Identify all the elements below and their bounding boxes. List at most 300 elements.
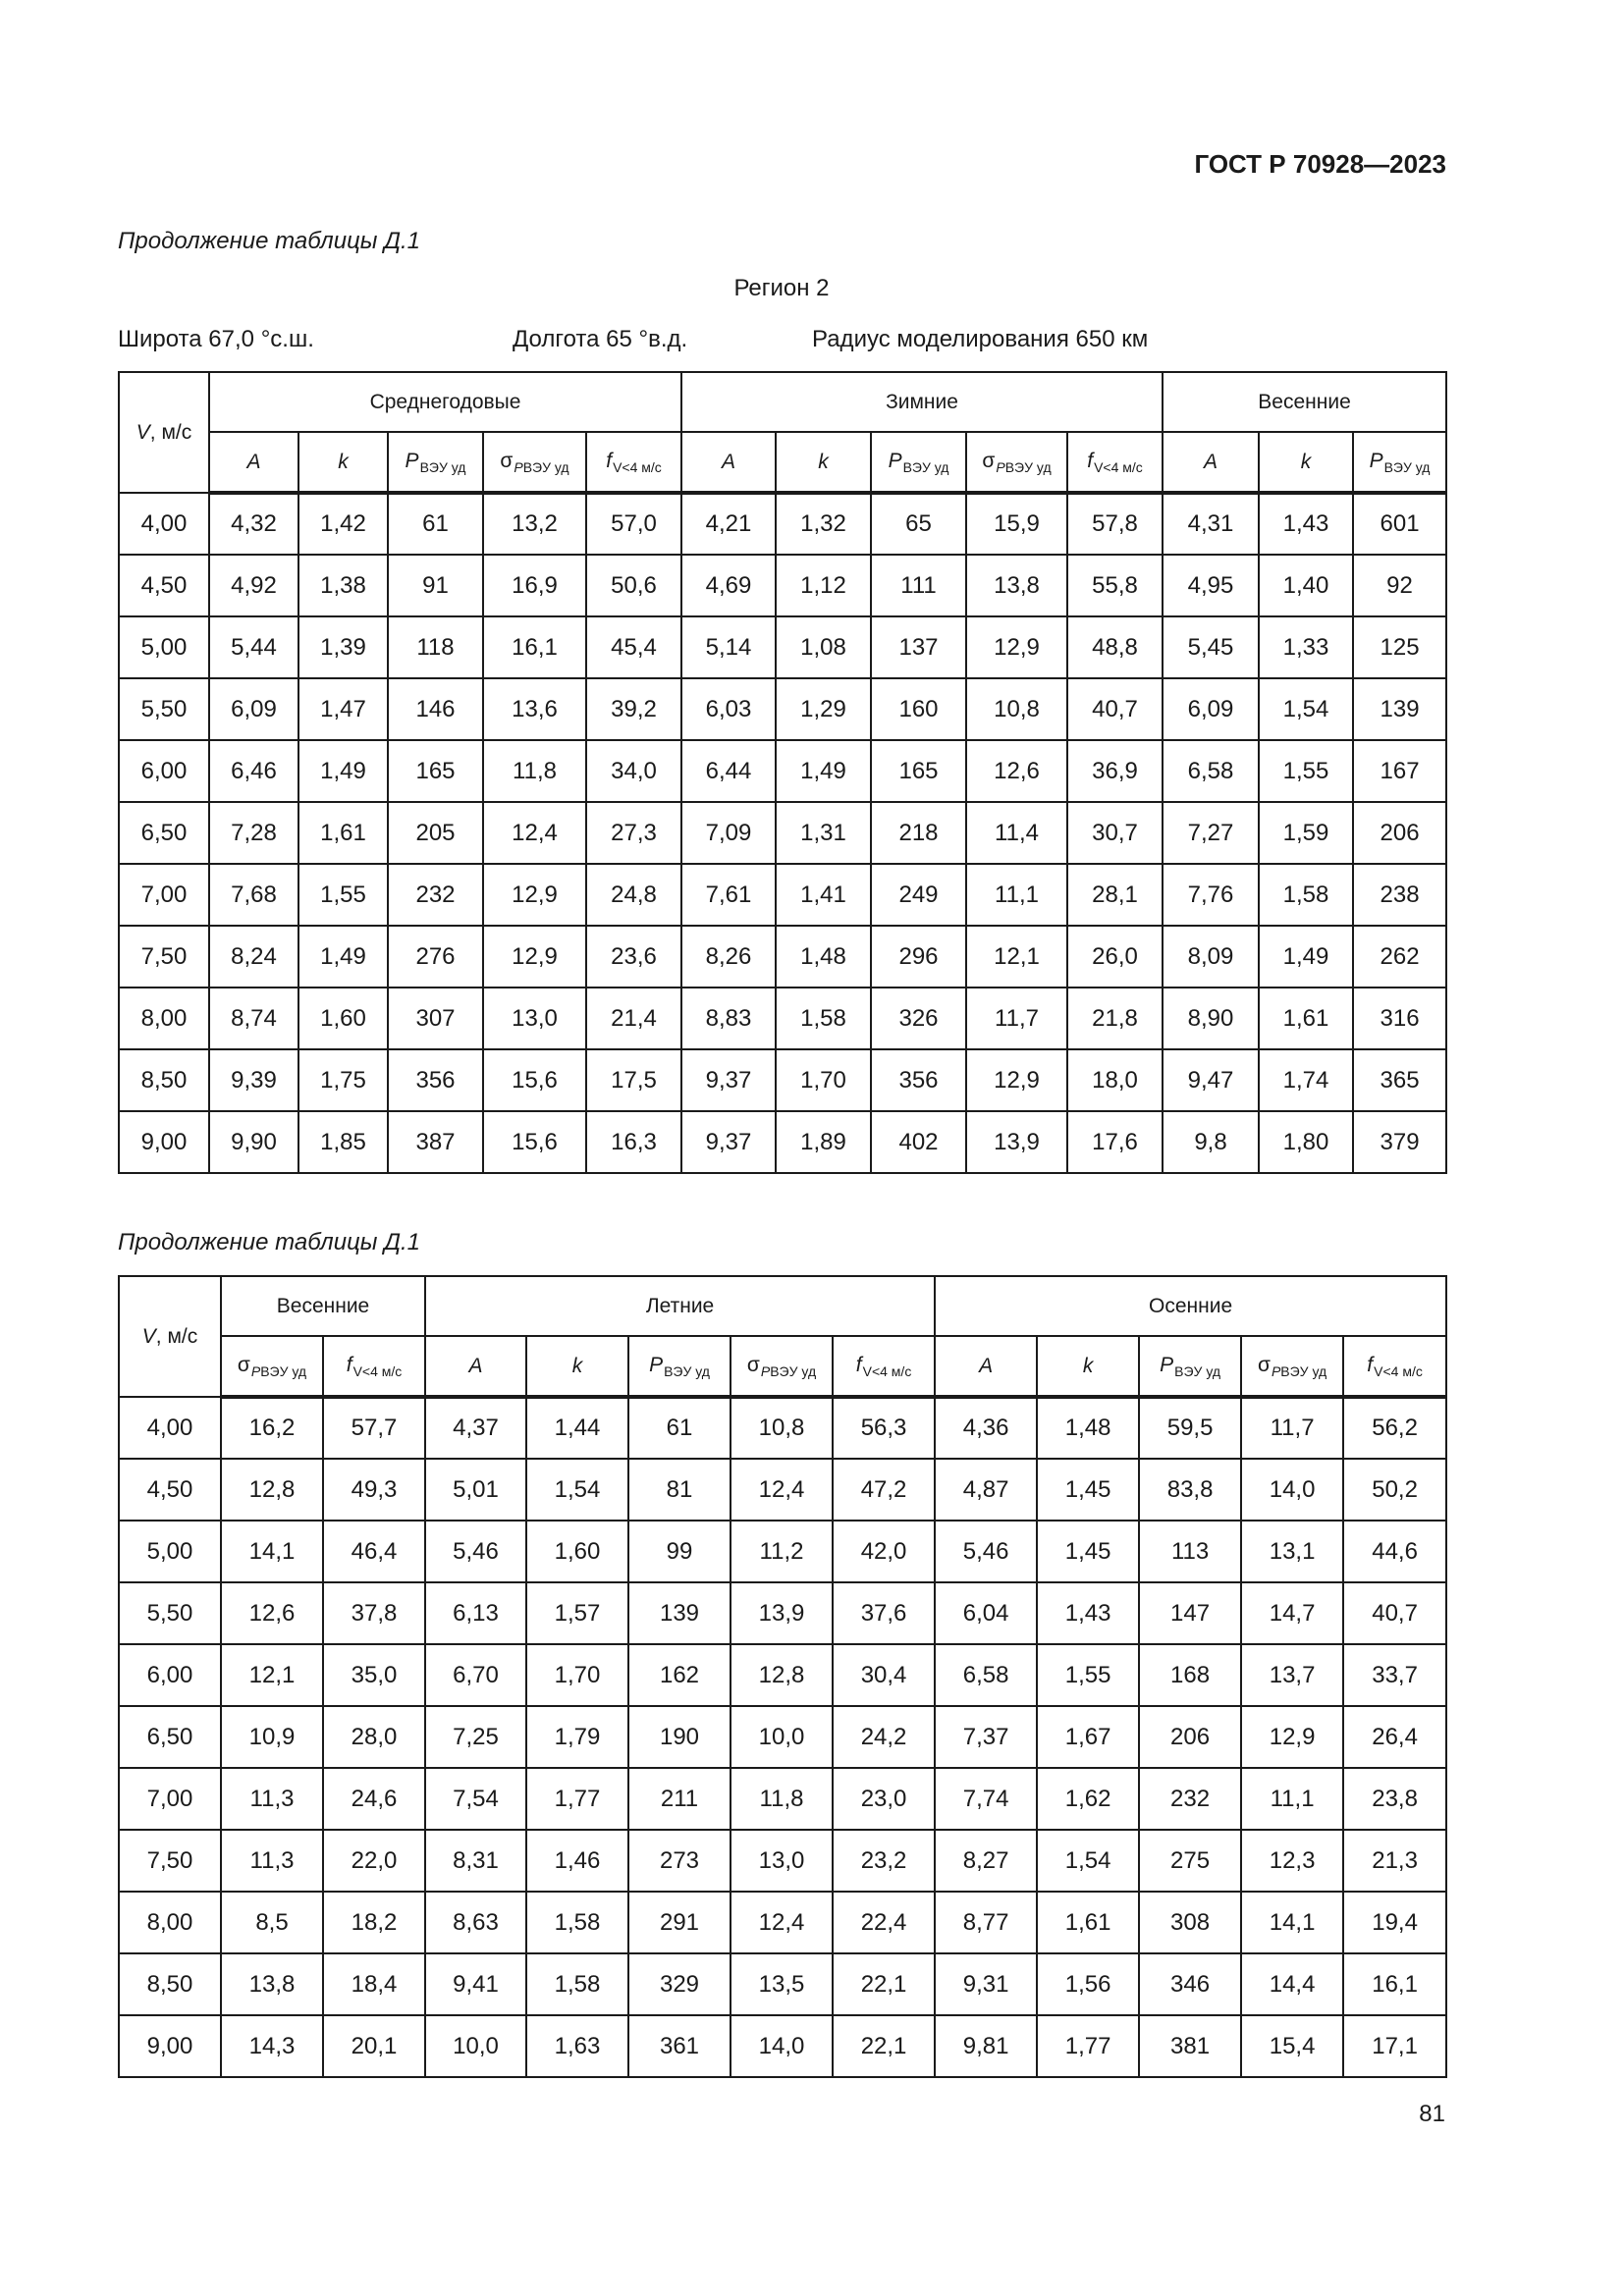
table-cell: 1,55 — [298, 864, 388, 926]
table-cell: 8,09 — [1163, 926, 1259, 988]
group-header: Осенние — [935, 1276, 1446, 1336]
table-cell: 12,4 — [731, 1459, 833, 1521]
data-table-1 — [118, 371, 1447, 1174]
speed-cell: 4,00 — [119, 493, 209, 555]
table-cell: 30,7 — [1067, 802, 1163, 864]
table-cell: 21,8 — [1067, 988, 1163, 1049]
header-p: $P_{ВЭУ уд}$ — [871, 432, 966, 493]
table-cell: 1,54 — [1259, 678, 1353, 740]
table-cell: 50,2 — [1343, 1459, 1446, 1521]
header-k: k — [298, 432, 388, 493]
table-cell: 47,2 — [833, 1459, 935, 1521]
header-f: $f_{V<4 м/с}$ — [323, 1336, 425, 1397]
table-cell: 9,81 — [935, 2015, 1037, 2077]
table-cell: 16,1 — [483, 616, 586, 678]
header-f: $f_{V<4 м/с}$ — [833, 1336, 935, 1397]
table-cell: 16,2 — [221, 1397, 323, 1459]
speed-cell: 6,50 — [119, 1706, 221, 1768]
longitude-label: Долгота 65 °в.д. — [513, 326, 688, 352]
table-cell: 165 — [388, 740, 483, 802]
table-cell: 22,1 — [833, 2015, 935, 2077]
table-cell: 273 — [628, 1830, 731, 1892]
table-cell: 4,92 — [209, 555, 298, 616]
table-row — [119, 1397, 1446, 1459]
header-sigma: $\sigma_{PВЭУ уд}$ — [221, 1336, 323, 1397]
table-cell: 9,90 — [209, 1111, 298, 1173]
table-cell: 24,6 — [323, 1768, 425, 1830]
table-cell: 1,85 — [298, 1111, 388, 1173]
header-p: $P_{ВЭУ уд}$ — [1353, 432, 1446, 493]
table-cell: 11,8 — [731, 1768, 833, 1830]
header-p: $P_{ВЭУ уд}$ — [1139, 1336, 1241, 1397]
table-cell: 22,0 — [323, 1830, 425, 1892]
header-sigma: $\sigma_{PВЭУ уд}$ — [731, 1336, 833, 1397]
speed-cell: 4,50 — [119, 1459, 221, 1521]
table-cell: 11,4 — [966, 802, 1067, 864]
table-cell: 1,31 — [776, 802, 871, 864]
table-cell: 307 — [388, 988, 483, 1049]
table-cell: 1,33 — [1259, 616, 1353, 678]
table-cell: 6,13 — [425, 1582, 526, 1644]
table-cell: 190 — [628, 1706, 731, 1768]
table-cell: 12,4 — [483, 802, 586, 864]
table-cell: 19,4 — [1343, 1892, 1446, 1953]
table-row — [119, 1830, 1446, 1892]
table-cell: 7,28 — [209, 802, 298, 864]
table-cell: 21,4 — [586, 988, 681, 1049]
table-cell: 28,0 — [323, 1706, 425, 1768]
table-cell: 13,6 — [483, 678, 586, 740]
table-cell: 7,76 — [1163, 864, 1259, 926]
table-cell: 1,70 — [526, 1644, 628, 1706]
table-cell: 9,37 — [681, 1111, 776, 1173]
table-cell: 249 — [871, 864, 966, 926]
speed-cell: 6,50 — [119, 802, 209, 864]
table-cell: 1,29 — [776, 678, 871, 740]
table-cell: 1,60 — [298, 988, 388, 1049]
table-cell: 167 — [1353, 740, 1446, 802]
table-cell: 14,4 — [1241, 1953, 1343, 2015]
speed-cell: 7,50 — [119, 1830, 221, 1892]
header-a: A — [1163, 432, 1259, 493]
table-cell: 1,39 — [298, 616, 388, 678]
header-f: $f_{V<4 м/с}$ — [586, 432, 681, 493]
header-a: A — [425, 1336, 526, 1397]
table-cell: 1,77 — [1037, 2015, 1139, 2077]
table-cell: 1,41 — [776, 864, 871, 926]
table-cell: 10,8 — [966, 678, 1067, 740]
table-cell: 11,8 — [483, 740, 586, 802]
table-cell: 4,69 — [681, 555, 776, 616]
table-cell: 7,37 — [935, 1706, 1037, 1768]
header-p: $P_{ВЭУ уд}$ — [628, 1336, 731, 1397]
table-cell: 12,4 — [731, 1892, 833, 1953]
table-cell: 1,70 — [776, 1049, 871, 1111]
table-cell: 37,6 — [833, 1582, 935, 1644]
table-cell: 1,49 — [776, 740, 871, 802]
table-cell: 7,74 — [935, 1768, 1037, 1830]
table-cell: 1,45 — [1037, 1459, 1139, 1521]
table-cell: 1,89 — [776, 1111, 871, 1173]
table-cell: 4,87 — [935, 1459, 1037, 1521]
speed-cell: 4,00 — [119, 1397, 221, 1459]
table-cell: 296 — [871, 926, 966, 988]
table-cell: 1,45 — [1037, 1521, 1139, 1582]
table-cell: 7,54 — [425, 1768, 526, 1830]
table-cell: 8,5 — [221, 1892, 323, 1953]
table-cell: 1,48 — [1037, 1397, 1139, 1459]
table-cell: 56,2 — [1343, 1397, 1446, 1459]
table-cell: 1,75 — [298, 1049, 388, 1111]
table-cell: 6,09 — [1163, 678, 1259, 740]
table-cell: 34,0 — [586, 740, 681, 802]
table-cell: 23,8 — [1343, 1768, 1446, 1830]
data-table-2 — [118, 1275, 1447, 2078]
table-row — [119, 1953, 1446, 2015]
speed-cell: 9,00 — [119, 1111, 209, 1173]
table-cell: 329 — [628, 1953, 731, 2015]
table-cell: 12,9 — [483, 864, 586, 926]
table-cell: 14,0 — [731, 2015, 833, 2077]
table-cell: 1,48 — [776, 926, 871, 988]
table-row — [119, 493, 1446, 555]
table-cell: 18,4 — [323, 1953, 425, 2015]
table-cell: 1,47 — [298, 678, 388, 740]
table-cell: 205 — [388, 802, 483, 864]
table-cell: 57,8 — [1067, 493, 1163, 555]
table-cell: 232 — [1139, 1768, 1241, 1830]
header-a: A — [681, 432, 776, 493]
table-cell: 7,09 — [681, 802, 776, 864]
region-title: Регион 2 — [733, 275, 830, 301]
table-cell: 16,9 — [483, 555, 586, 616]
table-cell: 23,0 — [833, 1768, 935, 1830]
table-cell: 137 — [871, 616, 966, 678]
table-cell: 1,38 — [298, 555, 388, 616]
table-cell: 238 — [1353, 864, 1446, 926]
table-cell: 9,37 — [681, 1049, 776, 1111]
table-cell: 8,26 — [681, 926, 776, 988]
table-cell: 1,32 — [776, 493, 871, 555]
table-cell: 1,42 — [298, 493, 388, 555]
table-cell: 9,8 — [1163, 1111, 1259, 1173]
table-cell: 16,1 — [1343, 1953, 1446, 2015]
table-cell: 276 — [388, 926, 483, 988]
table-cell: 26,4 — [1343, 1706, 1446, 1768]
table-cell: 40,7 — [1067, 678, 1163, 740]
header-a: A — [935, 1336, 1037, 1397]
table-cell: 361 — [628, 2015, 731, 2077]
table-cell: 1,40 — [1259, 555, 1353, 616]
table-row — [119, 1644, 1446, 1706]
table-cell: 1,55 — [1259, 740, 1353, 802]
table-cell: 11,7 — [966, 988, 1067, 1049]
table-cell: 379 — [1353, 1111, 1446, 1173]
table-cell: 12,3 — [1241, 1830, 1343, 1892]
table-cell: 11,3 — [221, 1830, 323, 1892]
table-cell: 21,3 — [1343, 1830, 1446, 1892]
header-v: V, м/с — [119, 1276, 221, 1397]
table-cell: 206 — [1139, 1706, 1241, 1768]
table-cell: 92 — [1353, 555, 1446, 616]
table-cell: 10,8 — [731, 1397, 833, 1459]
table-cell: 356 — [388, 1049, 483, 1111]
table-cell: 5,44 — [209, 616, 298, 678]
header-a: A — [209, 432, 298, 493]
speed-cell: 5,00 — [119, 1521, 221, 1582]
table-cell: 1,67 — [1037, 1706, 1139, 1768]
table-cell: 13,8 — [966, 555, 1067, 616]
table-cell: 91 — [388, 555, 483, 616]
header-f: $f_{V<4 м/с}$ — [1067, 432, 1163, 493]
table-cell: 26,0 — [1067, 926, 1163, 988]
table-cell: 1,43 — [1259, 493, 1353, 555]
table-cell: 12,6 — [966, 740, 1067, 802]
table-cell: 1,61 — [1037, 1892, 1139, 1953]
table-cell: 18,0 — [1067, 1049, 1163, 1111]
speed-cell: 6,00 — [119, 740, 209, 802]
table-cell: 1,49 — [298, 926, 388, 988]
table-cell: 5,46 — [425, 1521, 526, 1582]
table-cell: 291 — [628, 1892, 731, 1953]
table-cell: 40,7 — [1343, 1582, 1446, 1644]
table-cell: 8,83 — [681, 988, 776, 1049]
table-cell: 56,3 — [833, 1397, 935, 1459]
table-cell: 5,46 — [935, 1521, 1037, 1582]
table-cell: 9,31 — [935, 1953, 1037, 2015]
header-sigma: $\sigma_{PВЭУ уд}$ — [483, 432, 586, 493]
table-cell: 83,8 — [1139, 1459, 1241, 1521]
table-cell: 10,0 — [425, 2015, 526, 2077]
table-cell: 232 — [388, 864, 483, 926]
speed-cell: 8,00 — [119, 1892, 221, 1953]
table-cell: 61 — [388, 493, 483, 555]
table-body-1 — [119, 493, 1446, 1173]
table-cell: 356 — [871, 1049, 966, 1111]
speed-cell: 9,00 — [119, 2015, 221, 2077]
header-sigma: $\sigma_{PВЭУ уд}$ — [966, 432, 1067, 493]
table-cell: 4,21 — [681, 493, 776, 555]
table-cell: 6,70 — [425, 1644, 526, 1706]
table-cell: 81 — [628, 1459, 731, 1521]
table-cell: 211 — [628, 1768, 731, 1830]
table-cell: 27,3 — [586, 802, 681, 864]
table-cell: 11,1 — [1241, 1768, 1343, 1830]
header-f: $f_{V<4 м/с}$ — [1343, 1336, 1446, 1397]
table-cell: 10,9 — [221, 1706, 323, 1768]
table-cell: 1,59 — [1259, 802, 1353, 864]
table-cell: 6,09 — [209, 678, 298, 740]
table-cell: 1,77 — [526, 1768, 628, 1830]
table-row — [119, 1521, 1446, 1582]
table-cell: 147 — [1139, 1582, 1241, 1644]
table-cell: 6,58 — [1163, 740, 1259, 802]
table-row — [119, 1582, 1446, 1644]
table-cell: 50,6 — [586, 555, 681, 616]
table-cell: 4,31 — [1163, 493, 1259, 555]
table-cell: 1,57 — [526, 1582, 628, 1644]
table-cell: 601 — [1353, 493, 1446, 555]
table-cell: 1,58 — [1259, 864, 1353, 926]
table-cell: 57,7 — [323, 1397, 425, 1459]
group-header: Зимние — [681, 372, 1163, 432]
table-cell: 24,2 — [833, 1706, 935, 1768]
table-row — [119, 926, 1446, 988]
table-cell: 1,55 — [1037, 1644, 1139, 1706]
table-cell: 387 — [388, 1111, 483, 1173]
table-cell: 1,44 — [526, 1397, 628, 1459]
table-cell: 12,9 — [1241, 1706, 1343, 1768]
table-cell: 160 — [871, 678, 966, 740]
table-cell: 22,1 — [833, 1953, 935, 2015]
speed-cell: 8,50 — [119, 1049, 209, 1111]
table-cell: 1,80 — [1259, 1111, 1353, 1173]
table-cell: 1,54 — [1037, 1830, 1139, 1892]
table-cell: 65 — [871, 493, 966, 555]
table-row — [119, 1049, 1446, 1111]
table-cell: 17,6 — [1067, 1111, 1163, 1173]
table-cell: 44,6 — [1343, 1521, 1446, 1582]
table-cell: 4,32 — [209, 493, 298, 555]
table-row — [119, 802, 1446, 864]
table-cell: 402 — [871, 1111, 966, 1173]
table-cell: 15,6 — [483, 1111, 586, 1173]
table-cell: 316 — [1353, 988, 1446, 1049]
table-cell: 42,0 — [833, 1521, 935, 1582]
table-cell: 7,68 — [209, 864, 298, 926]
table-cell: 57,0 — [586, 493, 681, 555]
table-row — [119, 555, 1446, 616]
table-cell: 262 — [1353, 926, 1446, 988]
page-number: 81 — [1419, 2101, 1445, 2127]
table-cell: 8,31 — [425, 1830, 526, 1892]
speed-cell: 7,00 — [119, 864, 209, 926]
table-row — [119, 1892, 1446, 1953]
header-k: k — [776, 432, 871, 493]
table-cell: 381 — [1139, 2015, 1241, 2077]
latitude-label: Широта 67,0 °с.ш. — [118, 326, 314, 352]
table-cell: 1,61 — [298, 802, 388, 864]
table-cell: 14,0 — [1241, 1459, 1343, 1521]
table-cell: 37,8 — [323, 1582, 425, 1644]
table-cell: 17,5 — [586, 1049, 681, 1111]
table-cell: 1,61 — [1259, 988, 1353, 1049]
table-cell: 7,61 — [681, 864, 776, 926]
table-cell: 13,9 — [966, 1111, 1067, 1173]
table-cell: 59,5 — [1139, 1397, 1241, 1459]
table-cell: 12,9 — [483, 926, 586, 988]
header-sigma: $\sigma_{PВЭУ уд}$ — [1241, 1336, 1343, 1397]
table-cell: 111 — [871, 555, 966, 616]
table-cell: 46,4 — [323, 1521, 425, 1582]
table-cell: 28,1 — [1067, 864, 1163, 926]
header-k: k — [1037, 1336, 1139, 1397]
table-cell: 99 — [628, 1521, 731, 1582]
table-cell: 8,77 — [935, 1892, 1037, 1953]
table-cell: 14,1 — [1241, 1892, 1343, 1953]
table-cell: 20,1 — [323, 2015, 425, 2077]
speed-cell: 7,50 — [119, 926, 209, 988]
table-cell: 12,1 — [221, 1644, 323, 1706]
table-cell: 1,58 — [776, 988, 871, 1049]
table-cell: 1,63 — [526, 2015, 628, 2077]
group-header: Весенние — [221, 1276, 425, 1336]
table-cell: 15,9 — [966, 493, 1067, 555]
table-body-2 — [119, 1397, 1446, 2077]
table-cell: 12,9 — [966, 1049, 1067, 1111]
table-cell: 13,8 — [221, 1953, 323, 2015]
speed-cell: 7,00 — [119, 1768, 221, 1830]
table-cell: 6,44 — [681, 740, 776, 802]
table-cell: 35,0 — [323, 1644, 425, 1706]
table-cell: 11,7 — [1241, 1397, 1343, 1459]
speed-cell: 5,50 — [119, 678, 209, 740]
table-cell: 9,39 — [209, 1049, 298, 1111]
table-cell: 1,49 — [1259, 926, 1353, 988]
table-caption-1: Продолжение таблицы Д.1 — [118, 228, 421, 254]
radius-label: Радиус моделирования 650 км — [812, 326, 1149, 352]
table-row — [119, 740, 1446, 802]
group-header: Летние — [425, 1276, 935, 1336]
table-cell: 14,3 — [221, 2015, 323, 2077]
table-cell: 1,12 — [776, 555, 871, 616]
table-cell: 8,27 — [935, 1830, 1037, 1892]
table-cell: 16,3 — [586, 1111, 681, 1173]
document-code: ГОСТ Р 70928—2023 — [1194, 149, 1446, 179]
table-cell: 139 — [628, 1582, 731, 1644]
table-cell: 7,27 — [1163, 802, 1259, 864]
table-cell: 12,8 — [221, 1459, 323, 1521]
table-cell: 49,3 — [323, 1459, 425, 1521]
table-cell: 15,6 — [483, 1049, 586, 1111]
table-cell: 9,47 — [1163, 1049, 1259, 1111]
table-cell: 113 — [1139, 1521, 1241, 1582]
speed-cell: 5,50 — [119, 1582, 221, 1644]
table-cell: 118 — [388, 616, 483, 678]
table-cell: 139 — [1353, 678, 1446, 740]
table-cell: 15,4 — [1241, 2015, 1343, 2077]
table-cell: 11,1 — [966, 864, 1067, 926]
table-cell: 218 — [871, 802, 966, 864]
header-k: k — [526, 1336, 628, 1397]
table-cell: 8,74 — [209, 988, 298, 1049]
table-cell: 14,7 — [1241, 1582, 1343, 1644]
table-cell: 45,4 — [586, 616, 681, 678]
table-cell: 9,41 — [425, 1953, 526, 2015]
table-cell: 146 — [388, 678, 483, 740]
table-cell: 8,24 — [209, 926, 298, 988]
table-cell: 1,08 — [776, 616, 871, 678]
table-cell: 1,79 — [526, 1706, 628, 1768]
table-cell: 346 — [1139, 1953, 1241, 2015]
table-row — [119, 1706, 1446, 1768]
table-cell: 12,6 — [221, 1582, 323, 1644]
table-cell: 12,8 — [731, 1644, 833, 1706]
table-cell: 7,25 — [425, 1706, 526, 1768]
table-cell: 168 — [1139, 1644, 1241, 1706]
table-cell: 1,58 — [526, 1892, 628, 1953]
table-row — [119, 678, 1446, 740]
speed-cell: 5,00 — [119, 616, 209, 678]
speed-cell: 8,50 — [119, 1953, 221, 2015]
table-cell: 1,54 — [526, 1459, 628, 1521]
table-cell: 6,58 — [935, 1644, 1037, 1706]
table-cell: 1,74 — [1259, 1049, 1353, 1111]
table-cell: 8,63 — [425, 1892, 526, 1953]
table-cell: 1,62 — [1037, 1768, 1139, 1830]
speed-cell: 6,00 — [119, 1644, 221, 1706]
table-cell: 23,2 — [833, 1830, 935, 1892]
